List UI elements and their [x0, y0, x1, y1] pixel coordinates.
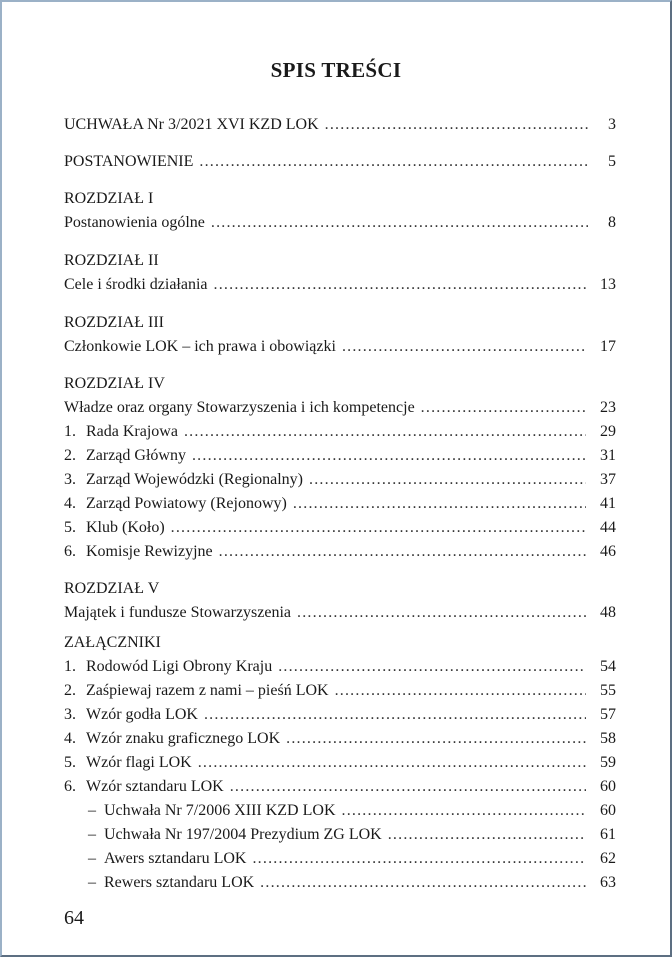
toc-entry-text: Uchwała Nr 197/2004 Prezydium ZG LOK [104, 826, 382, 843]
leader-dots [388, 824, 586, 846]
chapter-heading-5: ROZDZIAŁ V [64, 580, 160, 597]
toc-entry-chapter-4[interactable] [64, 397, 616, 419]
toc-entry-text: Rada Krajowa [86, 423, 178, 440]
dash-marker: – [88, 874, 96, 891]
toc-page-number: 3 [608, 116, 616, 133]
toc-subentry[interactable] [64, 704, 616, 726]
toc-subsubentry[interactable] [88, 800, 616, 822]
item-number: 5. [64, 519, 76, 536]
leader-dots [286, 728, 586, 750]
toc-page-number: 60 [600, 778, 616, 795]
toc-page-number: 58 [600, 730, 616, 747]
toc-entry-chapter-5[interactable] [64, 602, 616, 624]
leader-dots [342, 800, 587, 822]
toc-page-number: 63 [600, 874, 616, 891]
leader-dots [230, 776, 586, 798]
toc-page-number: 62 [600, 850, 616, 867]
toc-subsubentry[interactable] [88, 872, 616, 894]
toc-entry-text: Wzór znaku graficznego LOK [86, 730, 281, 747]
leader-dots [184, 421, 586, 443]
item-number: 3. [64, 706, 76, 723]
toc-entry-text: Klub (Koło) [86, 519, 165, 536]
toc-entry-text: Rodowód Ligi Obrony Kraju [86, 658, 273, 675]
dash-marker: – [88, 802, 96, 819]
toc-page-number: 17 [600, 338, 616, 355]
toc-entry-text: Władze oraz organy Stowarzyszenia i ich kompetencje [64, 399, 415, 416]
toc-entry-text: Wzór godła LOK [86, 706, 198, 723]
item-number: 2. [64, 682, 76, 699]
toc-entry-text: POSTANOWIENIE [64, 153, 194, 170]
leader-dots [297, 602, 586, 624]
appendices-heading: ZAŁĄCZNIKI [64, 634, 161, 651]
toc-entry-text: Zarząd Wojewódzki (Regionalny) [86, 471, 304, 488]
toc-entry-chapter-1[interactable] [64, 212, 616, 234]
toc-subentry[interactable] [64, 421, 616, 443]
toc-entry-text: Postanowienia ogólne [64, 214, 205, 231]
toc-subentry[interactable] [64, 493, 616, 515]
page-title: SPIS TREŚCI [270, 58, 402, 82]
leader-dots [171, 517, 586, 539]
toc-subsubentry[interactable] [88, 824, 616, 846]
toc-page-number: 55 [600, 682, 616, 699]
toc-entry-text: UCHWAŁA Nr 3/2021 XVI KZD LOK [64, 116, 319, 133]
item-number: 1. [64, 423, 76, 440]
toc-subentry[interactable] [64, 541, 616, 563]
toc-entry-text: Uchwała Nr 7/2006 XIII KZD LOK [104, 802, 336, 819]
chapter-heading-1: ROZDZIAŁ I [64, 190, 154, 207]
toc-page-number: 61 [600, 826, 616, 843]
toc-page-number: 46 [600, 543, 616, 560]
toc-subentry[interactable] [64, 469, 616, 491]
toc-entry-postanowienie[interactable] [64, 151, 616, 173]
leader-dots [293, 493, 586, 515]
toc-page-number: 54 [600, 658, 616, 675]
toc-subentry[interactable] [64, 517, 616, 539]
toc-entry-chapter-2[interactable] [64, 274, 616, 296]
page-number: 64 [64, 907, 84, 929]
toc-entry-text: Wzór flagi LOK [86, 754, 192, 771]
toc-entry-uchwala[interactable] [64, 114, 616, 136]
item-number: 5. [64, 754, 76, 771]
toc-subentry[interactable] [64, 445, 616, 467]
item-number: 1. [64, 658, 76, 675]
leader-dots [214, 274, 586, 296]
toc-page-number: 41 [600, 495, 616, 512]
leader-dots [335, 680, 586, 702]
toc-subentry[interactable] [64, 776, 616, 798]
toc-subentry[interactable] [64, 728, 616, 750]
toc-page-number: 59 [600, 754, 616, 771]
dash-marker: – [88, 826, 96, 843]
leader-dots [204, 704, 586, 726]
toc-page-number: 44 [600, 519, 616, 536]
toc-page-number: 29 [600, 423, 616, 440]
toc-entry-text: Zarząd Główny [86, 447, 186, 464]
item-number: 4. [64, 495, 76, 512]
toc-page-number: 37 [600, 471, 616, 488]
leader-dots [199, 151, 588, 173]
chapter-heading-3: ROZDZIAŁ III [64, 314, 164, 331]
toc-entry-chapter-3[interactable] [64, 336, 616, 358]
toc-entry-text: Wzór sztandaru LOK [86, 778, 224, 795]
toc-subsubentry[interactable] [88, 848, 616, 870]
toc-page-number: 60 [600, 802, 616, 819]
toc-page-number: 31 [600, 447, 616, 464]
leader-dots [198, 752, 586, 774]
leader-dots [342, 336, 586, 358]
item-number: 3. [64, 471, 76, 488]
chapter-heading-4: ROZDZIAŁ IV [64, 375, 165, 392]
toc-page-number: 5 [608, 153, 616, 170]
leader-dots [278, 656, 586, 678]
toc-entry-text: Zaśpiewaj razem z nami – pieśń LOK [86, 682, 329, 699]
toc-page-number: 23 [600, 399, 616, 416]
leader-dots [219, 541, 586, 563]
item-number: 6. [64, 543, 76, 560]
item-number: 2. [64, 447, 76, 464]
toc-entry-text: Komisje Rewizyjne [86, 543, 213, 560]
leader-dots [421, 397, 586, 419]
toc-subentry[interactable] [64, 680, 616, 702]
toc-page-number: 57 [600, 706, 616, 723]
leader-dots [260, 872, 586, 894]
toc-page-number: 13 [600, 276, 616, 293]
toc-subentry[interactable] [64, 752, 616, 774]
toc-entry-text: Zarząd Powiatowy (Rejonowy) [86, 495, 287, 512]
toc-page-number: 8 [608, 214, 616, 231]
item-number: 4. [64, 730, 76, 747]
toc-page-number: 48 [600, 604, 616, 621]
toc-entry-text: Cele i środki działania [64, 276, 208, 293]
leader-dots [192, 445, 586, 467]
leader-dots [252, 848, 586, 870]
toc-subentry[interactable] [64, 656, 616, 678]
dash-marker: – [88, 850, 96, 867]
toc-entry-text: Awers sztandaru LOK [104, 850, 247, 867]
chapter-heading-2: ROZDZIAŁ II [64, 252, 159, 269]
leader-dots [325, 114, 588, 136]
leader-dots [211, 212, 588, 234]
toc-entry-text: Majątek i fundusze Stowarzyszenia [64, 604, 292, 621]
toc-entry-text: Rewers sztandaru LOK [104, 874, 255, 891]
item-number: 6. [64, 778, 76, 795]
leader-dots [309, 469, 586, 491]
toc-entry-text: Członkowie LOK – ich prawa i obowiązki [64, 338, 336, 355]
